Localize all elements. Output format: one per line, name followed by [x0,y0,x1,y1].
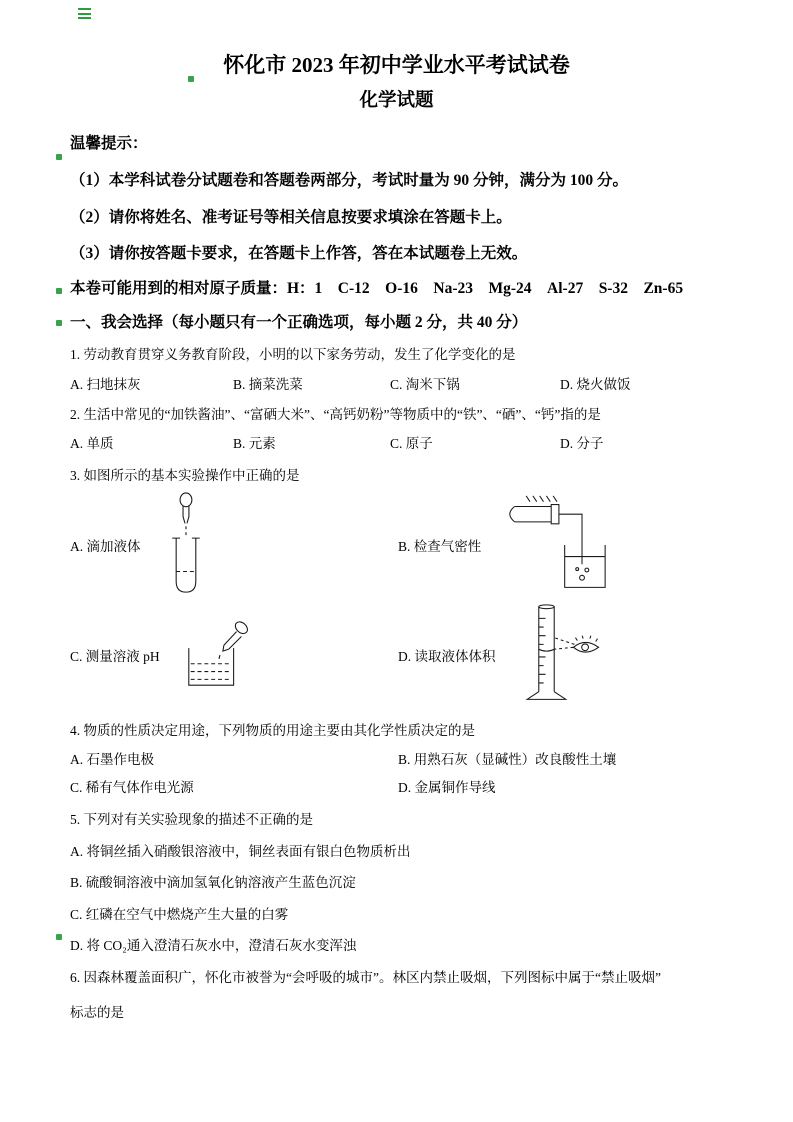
q3-option-c: C. 测量溶液 pH [70,649,160,665]
page-title: 怀化市 2023 年初中学业水平考试试卷 [223,53,570,77]
q2-option-b: B. 元素 [233,436,276,452]
question-3-figure-row-2 [70,601,723,709]
green-grid-icon [78,8,91,19]
q3-option-b-cell [398,493,723,597]
green-marker-icon [188,76,194,82]
question-6-stem: 6. 因森林覆盖面积广，怀化市被誉为“会呼吸的城市”。林区内禁止吸烟，下列图标中属于“禁止吸烟” [70,969,661,985]
section-title-choice: 一、我会选择（每小题只有一个正确选项，每小题 2 分，共 40 分） [70,313,528,331]
notice-item-1: （1）本学科试卷分试题卷和答题卷两部分，考试时量为 90 分钟，满分为 100 分。 [70,172,629,190]
question-6-stem-continued: 标志的是 [70,1005,124,1021]
q3-option-c-cell [70,617,398,693]
notice-header: 温馨提示： [70,135,148,153]
q4-option-c: C. 稀有气体作电光源 [70,780,194,796]
q2-option-c: C. 原子 [390,436,433,452]
notice-item-3: （3）请你按答题卡要求，在答题卡上作答，答在本试题卷上无效。 [70,245,528,263]
q3-option-d-cell [398,601,723,709]
read-volume-eye-figure [514,601,606,709]
green-marker-icon [56,320,62,326]
q1-option-b: B. 摘菜洗菜 [233,377,303,393]
q1-option-a: A. 扫地抹灰 [70,377,141,393]
q2-option-a: A. 单质 [70,436,114,452]
q2-option-d: D. 分子 [560,436,604,452]
q3-option-a: A. 滴加液体 [70,539,141,555]
q1-option-d: D. 烧火做饭 [560,377,631,393]
question-3-stem: 3. 如图所示的基本实验操作中正确的是 [70,467,300,483]
q5-option-d: D. 将 CO₂通入澄清石灰水中，澄清石灰水变浑浊 [70,938,357,954]
q3-option-a-cell [70,491,398,599]
q4-option-b: B. 用熟石灰（显碱性）改良酸性土壤 [398,751,617,767]
q5-option-b: B. 硫酸铜溶液中滴加氢氧化钠溶液产生蓝色沉淀 [70,875,356,891]
question-4-options-row-1 [70,750,723,770]
page-subtitle: 化学试题 [359,91,434,112]
q5-option-a: A. 将铜丝插入硝酸银溶液中，铜丝表面有银白色物质析出 [70,843,411,859]
q5-option-c: C. 红磷在空气中燃烧产生大量的白雾 [70,906,289,922]
q4-option-a: A. 石墨作电极 [70,751,154,767]
dropper-test-tube-figure [159,491,211,599]
question-5-stem: 5. 下列对有关实验现象的描述不正确的是 [70,811,313,827]
question-4-stem: 4. 物质的性质决定用途，下列物质的用途主要由其化学性质决定的是 [70,723,475,739]
atomic-mass-line: 本卷可能用到的相对原子质量：H：1 C-12 O-16 Na-23 Mg-24 Al-27 S-32 Zn-65 [70,280,684,298]
question-4-options-row-2 [70,778,723,798]
q3-option-b: B. 检查气密性 [398,539,482,555]
question-1-options [70,375,723,395]
question-3-figure-row-1 [70,491,723,599]
question-2-options [70,434,723,454]
question-1-stem: 1. 劳动教育贯穿义务教育阶段，小明的以下家务劳动，发生了化学变化的是 [70,347,516,363]
question-2-stem: 2. 生活中常见的“加铁酱油”、“富硒大米”、“高钙奶粉”等物质中的“铁”、“硒”、“钙”指的是 [70,406,601,422]
notice-item-2: （2）请你将姓名、准考证号等相关信息按要求填涂在答题卡上。 [70,208,512,226]
green-marker-icon [56,288,62,294]
q4-option-d: D. 金属铜作导线 [398,780,496,796]
q3-option-d: D. 读取液体体积 [398,649,496,665]
green-marker-icon [56,934,62,940]
green-marker-icon [56,154,62,160]
measure-ph-figure [178,617,260,693]
q1-option-c: C. 淘米下锅 [390,377,460,393]
gas-tightness-figure [499,493,614,597]
